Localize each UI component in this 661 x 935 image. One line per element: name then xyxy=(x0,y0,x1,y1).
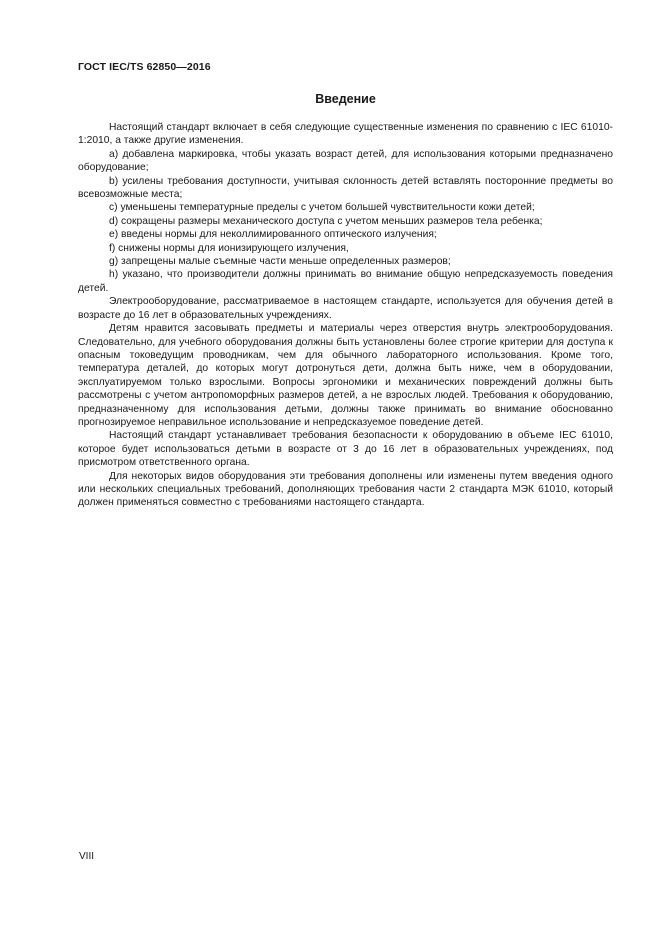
list-item-f: f) снижены нормы для ионизирующего излучения, xyxy=(109,242,349,254)
list-item-e: e) введены нормы для неколлимированного оптического излучения; xyxy=(109,229,437,241)
paragraph-intro: Настоящий стандарт включает в себя следующие существенные изменения по сравнению с IEC 61010-1:2010, а также другие изменения. xyxy=(78,122,613,147)
list-item-b: b) усилены требования доступности, учитывая склонность детей вставлять посторонние предметы во всевозможные места; xyxy=(78,175,613,201)
section-title: Введение xyxy=(315,92,376,106)
page-number: VIII xyxy=(79,851,95,862)
list-item-h: h) указано, что производители должны принимать во внимание общую непредсказуемость поведения детей. xyxy=(78,269,613,294)
list-item-g: g) запрещены малые съемные части меньше определенных размеров; xyxy=(109,256,451,268)
document-code: ГОСТ IEC/TS 62850—2016 xyxy=(78,61,211,73)
paragraph-children: Детям нравится засовывать предметы и материалы через отверстия внутрь электрооборудования. Следовательно, для учебного оборудования должны быть установлены более строгие критерии для доступа к опасным токоведущим проводникам, чем для обычного лабораторного использования. Кроме того, температура деталей, до которых могут дотронуться дети, должна быть ниже, чем в оборудовании, эксплуатируемом только взрослыми. Вопросы эргономики и механических повреждений должны быть рассмотрены с учетом антропоморфных размеров детей, а не взрослых людей. Требования к оборудованию, предназначенному для использования детьми, должны также принимать во внимание обоснованно прогнозируемое неправильное использование и непредсказуемое поведение детей. xyxy=(78,323,613,428)
paragraph-scope: Электрооборудование, рассматриваемое в настоящем стандарте, используется для обучения детей в возрасте до 16 лет в образовательных учреждениях. xyxy=(78,296,613,321)
list-item-a: a) добавлена маркировка, чтобы указать возраст детей, для использования которыми предназначено оборудование; xyxy=(78,148,613,174)
list-item-d: d) сокращены размеры механического доступа с учетом меньших размеров тела ребенка; xyxy=(109,215,543,227)
paragraph-special: Для некоторых видов оборудования эти требования дополнены или изменены путем введения одного или нескольких специальных требований, дополняющих требования части 2 стандарта МЭК 61010, который должен применяться совместно с требованиями настоящего стандарта. xyxy=(78,470,613,509)
paragraph-requirements: Настоящий стандарт устанавливает требования безопасности к оборудованию в объеме IEC 61010, которое будет использоваться детьми в возрасте от 3 до 16 лет в образовательных учреждениях, под присмотром ответственного органа. xyxy=(78,430,613,469)
list-item-c: c) уменьшены температурные пределы с учетом большей чувствительности кожи детей; xyxy=(109,202,535,214)
body-text xyxy=(78,121,613,510)
